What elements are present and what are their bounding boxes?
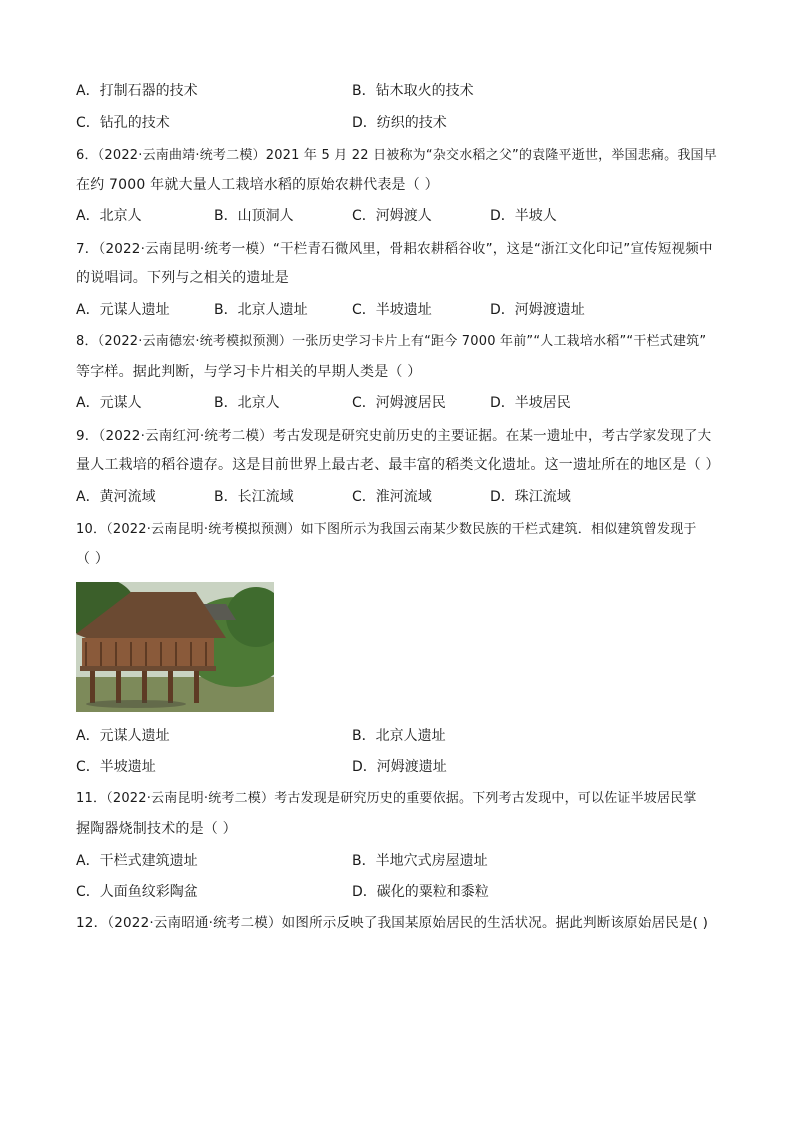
q8-option-a: A．元谋人 (76, 395, 142, 411)
q6-option-b: B．山顶洞人 (214, 208, 294, 224)
q5-option-a: A．打制石器的技术 (76, 83, 198, 99)
q5-option-d: D．纺织的技术 (352, 115, 447, 131)
q11-option-d: D．碳化的粟粒和黍粒 (352, 884, 489, 900)
q7-option-c: C．半坡遗址 (352, 302, 432, 318)
q10-stem-line2: （ ） (76, 551, 110, 567)
q6-stem-line2: 在约 7000 年就大量人工栽培水稻的原始农耕代表是（ ） (76, 177, 439, 193)
q7-stem-line1: 7．（2022·云南昆明·统考一模）“干栏青石微风里，骨耜农耕稻谷收”，这是“浙江文化印记”宣传短视频中 (76, 241, 713, 257)
q9-option-d: D．珠江流域 (490, 489, 571, 505)
q6-option-a: A．北京人 (76, 208, 142, 224)
q12-stem-line1: 12．（2022·云南昭通·统考二模）如图所示反映了我国某原始居民的生活状况。据此判断该原始居民是( ) (76, 915, 709, 931)
q9-stem-line1: 9．（2022·云南红河·统考二模）考古发现是研究史前历史的主要证据。在某一遗址中，考古学家发现了大 (76, 428, 712, 444)
q11-stem-line2: 握陶器烧制技术的是（ ） (76, 821, 237, 837)
stilt-house-photo (76, 582, 274, 712)
q9-stem-line2: 量人工栽培的稻谷遗存。这是目前世界上最古老、最丰富的稻类文化遗址。这一遗址所在的地区是（ ） (76, 457, 720, 473)
q7-option-b: B．北京人遗址 (214, 302, 308, 318)
q10-option-d: D．河姆渡遗址 (352, 759, 447, 775)
q10-option-a: A．元谋人遗址 (76, 728, 170, 744)
q10-option-b: B．北京人遗址 (352, 728, 446, 744)
q11-option-a: A．干栏式建筑遗址 (76, 853, 198, 869)
q8-option-d: D．半坡居民 (490, 395, 571, 411)
q6-option-d: D．半坡人 (490, 208, 557, 224)
photo-floor (80, 666, 216, 671)
q8-stem-line1: 8．（2022·云南德宏·统考模拟预测）一张历史学习卡片上有“距今 7000 年前”“人工栽培水稻”“干栏式建筑” (76, 334, 707, 349)
q11-option-b: B．半地穴式房屋遗址 (352, 853, 488, 869)
q7-stem-line2: 的说唱词。下列与之相关的遗址是 (76, 270, 289, 286)
q9-option-b: B．长江流域 (214, 489, 294, 505)
q10-stem-line1: 10．（2022·云南昆明·统考模拟预测）如下图所示为我国云南某少数民族的干栏式建筑．相似建筑曾发现于 (76, 522, 697, 537)
q7-option-d: D．河姆渡遗址 (490, 302, 585, 318)
q9-option-c: C．淮河流域 (352, 489, 432, 505)
q8-option-b: B．北京人 (214, 395, 280, 411)
q11-stem-line1: 11．（2022·云南昆明·统考二模）考古发现是研究历史的重要依据。下列考古发现中，可以佐证半坡居民掌 (76, 791, 697, 806)
q5-option-c: C．钻孔的技术 (76, 115, 170, 131)
q7-option-a: A．元谋人遗址 (76, 302, 170, 318)
q6-option-c: C．河姆渡人 (352, 208, 432, 224)
q8-stem-line2: 等字样。据此判断，与学习卡片相关的早期人类是（ ） (76, 364, 422, 380)
q8-option-c: C．河姆渡居民 (352, 395, 446, 411)
q6-stem-line1: 6．（2022·云南曲靖·统考二模）2021 年 5 月 22 日被称为“杂交水稻之父”的袁隆平逝世，举国悲痛。我国早 (76, 148, 717, 163)
q11-option-c: C．人面鱼纹彩陶盆 (76, 884, 198, 900)
q10-option-c: C．半坡遗址 (76, 759, 156, 775)
q5-option-b: B．钻木取火的技术 (352, 83, 474, 99)
q9-option-a: A．黄河流域 (76, 489, 156, 505)
